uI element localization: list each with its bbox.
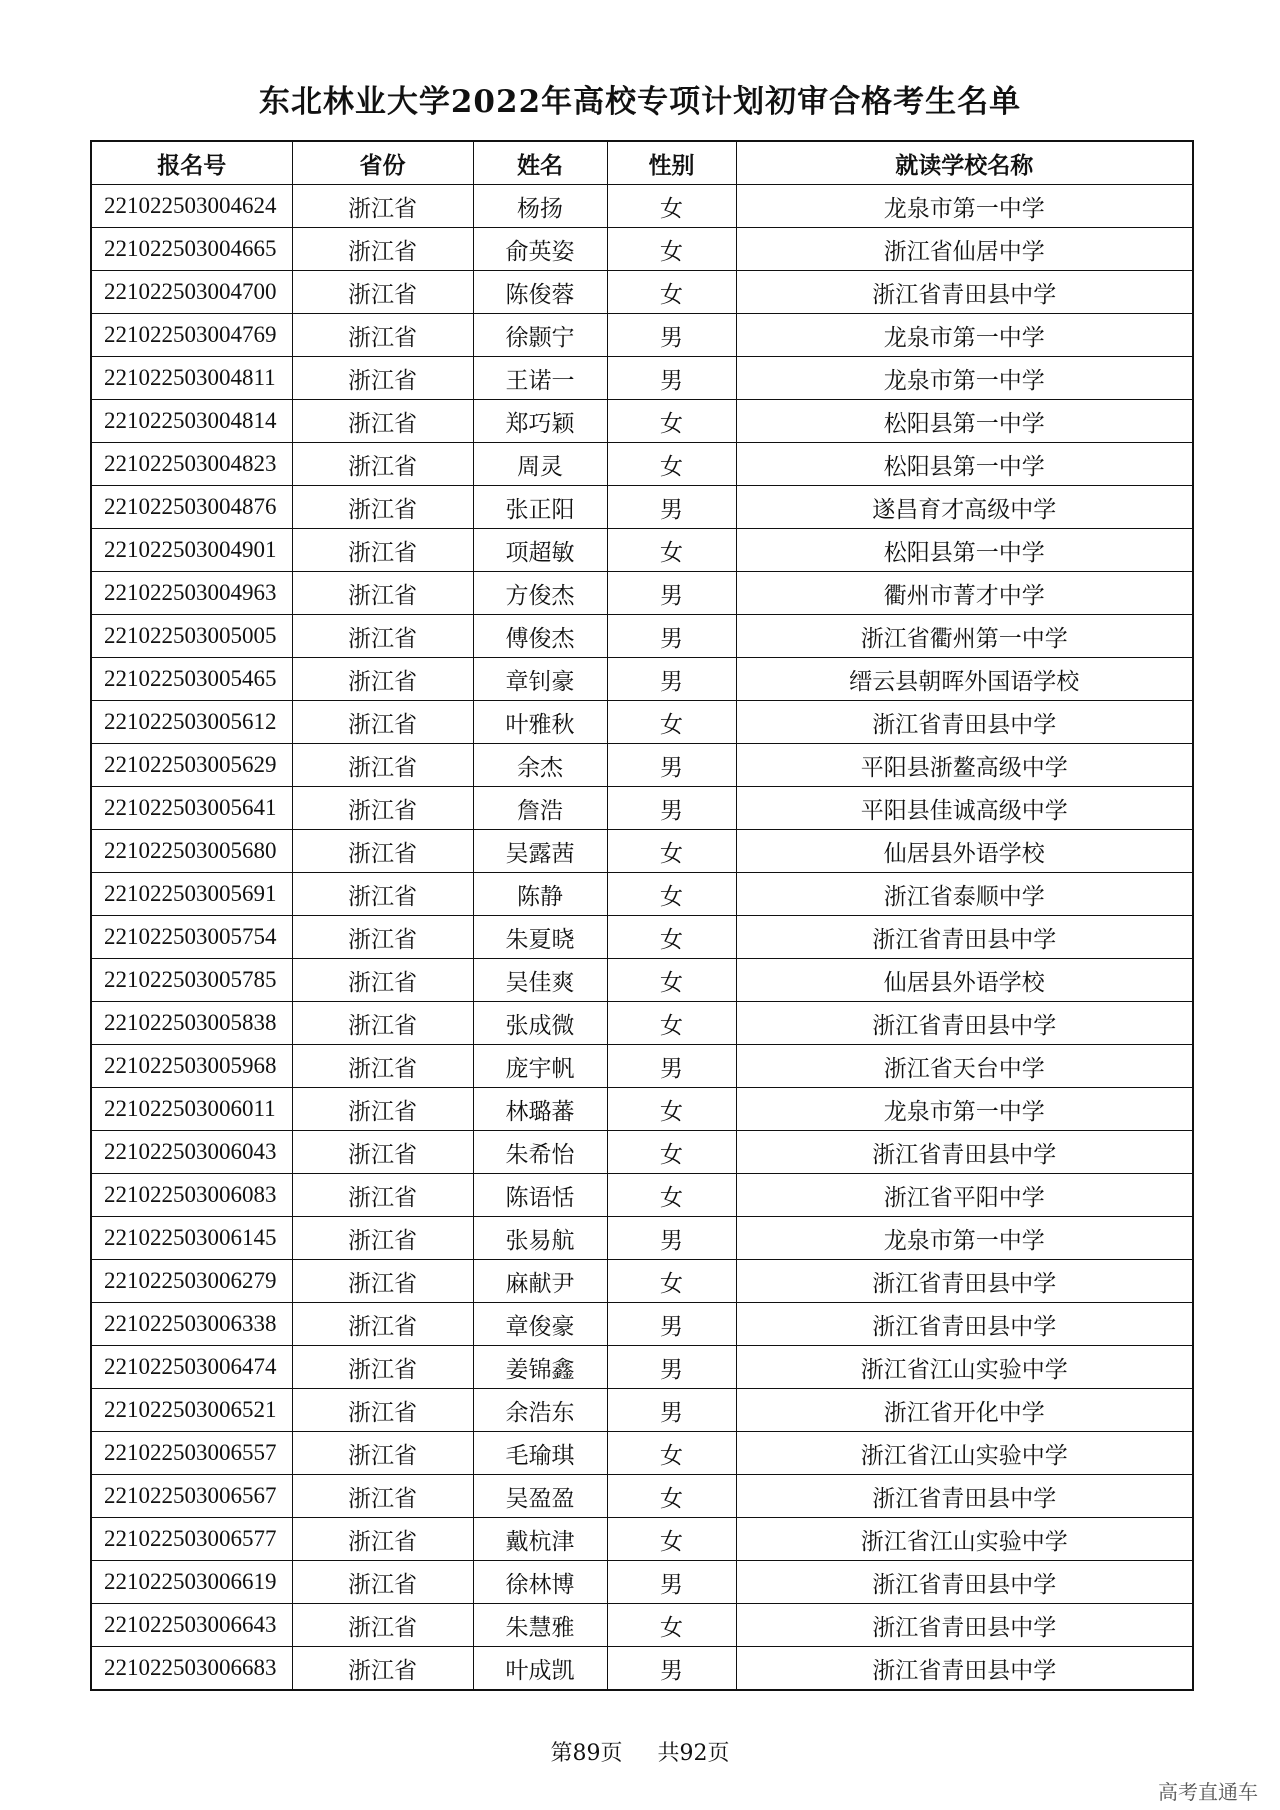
- table-row: [91, 1174, 1193, 1217]
- school-cell: 浙江省衢州第一中学: [736, 615, 1193, 658]
- watermark: 高考直通车: [1158, 1780, 1258, 1804]
- province-cell: 浙江省: [292, 787, 473, 830]
- registration-number-cell: 221022503006577: [91, 1518, 292, 1561]
- table-header-row: [91, 141, 1193, 185]
- registration-number-cell: 221022503005641: [91, 787, 292, 830]
- school-cell: 浙江省天台中学: [736, 1045, 1193, 1088]
- province-cell: 浙江省: [292, 185, 473, 228]
- gender-cell: 男: [607, 314, 736, 357]
- page-number: 第89页: [550, 1741, 623, 1766]
- province-cell: 浙江省: [292, 916, 473, 959]
- gender-cell: 男: [607, 1561, 736, 1604]
- gender-cell: 女: [607, 873, 736, 916]
- gender-cell: 女: [607, 185, 736, 228]
- name-cell: 麻献尹: [473, 1260, 607, 1303]
- name-cell: 庞宇帆: [473, 1045, 607, 1088]
- page-title: 东北林业大学2022年高校专项计划初审合格考生名单: [258, 84, 1022, 120]
- page-total: 共92页: [657, 1741, 730, 1766]
- table-row: [91, 1088, 1193, 1131]
- registration-number-cell: 221022503004665: [91, 228, 292, 271]
- registration-number-cell: 221022503004811: [91, 357, 292, 400]
- gender-cell: 女: [607, 830, 736, 873]
- gender-cell: 男: [607, 744, 736, 787]
- name-cell: 余浩东: [473, 1389, 607, 1432]
- table-row: [91, 572, 1193, 615]
- province-cell: 浙江省: [292, 443, 473, 486]
- school-cell: 松阳县第一中学: [736, 529, 1193, 572]
- gender-cell: 女: [607, 1131, 736, 1174]
- school-cell: 浙江省江山实验中学: [736, 1432, 1193, 1475]
- name-cell: 项超敏: [473, 529, 607, 572]
- province-cell: 浙江省: [292, 572, 473, 615]
- header-registration-number: 报名号: [91, 141, 292, 185]
- name-cell: 朱希怡: [473, 1131, 607, 1174]
- table-row: [91, 1346, 1193, 1389]
- province-cell: 浙江省: [292, 744, 473, 787]
- gender-cell: 男: [607, 615, 736, 658]
- gender-cell: 男: [607, 486, 736, 529]
- registration-number-cell: 221022503006567: [91, 1475, 292, 1518]
- table-row: [91, 1217, 1193, 1260]
- table-row: [91, 1475, 1193, 1518]
- school-cell: 松阳县第一中学: [736, 400, 1193, 443]
- gender-cell: 女: [607, 701, 736, 744]
- table-row: [91, 1002, 1193, 1045]
- gender-cell: 女: [607, 1260, 736, 1303]
- province-cell: 浙江省: [292, 701, 473, 744]
- province-cell: 浙江省: [292, 1346, 473, 1389]
- name-cell: 姜锦鑫: [473, 1346, 607, 1389]
- table-row: [91, 1260, 1193, 1303]
- name-cell: 张正阳: [473, 486, 607, 529]
- gender-cell: 男: [607, 658, 736, 701]
- table-row: [91, 1045, 1193, 1088]
- registration-number-cell: 221022503006521: [91, 1389, 292, 1432]
- name-cell: 陈静: [473, 873, 607, 916]
- name-cell: 叶成凯: [473, 1647, 607, 1691]
- gender-cell: 男: [607, 787, 736, 830]
- name-cell: 王诺一: [473, 357, 607, 400]
- gender-cell: 女: [607, 959, 736, 1002]
- name-cell: 戴杭津: [473, 1518, 607, 1561]
- registration-number-cell: 221022503004769: [91, 314, 292, 357]
- school-cell: 龙泉市第一中学: [736, 1088, 1193, 1131]
- registration-number-cell: 221022503005691: [91, 873, 292, 916]
- school-cell: 浙江省开化中学: [736, 1389, 1193, 1432]
- table-row: [91, 1303, 1193, 1346]
- school-cell: 浙江省江山实验中学: [736, 1518, 1193, 1561]
- registration-number-cell: 221022503005785: [91, 959, 292, 1002]
- gender-cell: 男: [607, 572, 736, 615]
- table-row: [91, 228, 1193, 271]
- header-province: 省份: [292, 141, 473, 185]
- school-cell: 浙江省平阳中学: [736, 1174, 1193, 1217]
- table-row: [91, 658, 1193, 701]
- province-cell: 浙江省: [292, 1002, 473, 1045]
- province-cell: 浙江省: [292, 1045, 473, 1088]
- name-cell: 章钊豪: [473, 658, 607, 701]
- candidate-table: [90, 140, 1194, 1691]
- gender-cell: 女: [607, 1088, 736, 1131]
- name-cell: 傅俊杰: [473, 615, 607, 658]
- province-cell: 浙江省: [292, 529, 473, 572]
- school-cell: 浙江省青田县中学: [736, 1303, 1193, 1346]
- province-cell: 浙江省: [292, 1217, 473, 1260]
- school-cell: 浙江省青田县中学: [736, 1561, 1193, 1604]
- school-cell: 龙泉市第一中学: [736, 185, 1193, 228]
- registration-number-cell: 221022503005754: [91, 916, 292, 959]
- name-cell: 吴佳爽: [473, 959, 607, 1002]
- registration-number-cell: 221022503005968: [91, 1045, 292, 1088]
- school-cell: 龙泉市第一中学: [736, 1217, 1193, 1260]
- province-cell: 浙江省: [292, 1561, 473, 1604]
- table-row: [91, 357, 1193, 400]
- name-cell: 周灵: [473, 443, 607, 486]
- name-cell: 杨扬: [473, 185, 607, 228]
- name-cell: 林璐蕃: [473, 1088, 607, 1131]
- school-cell: 浙江省青田县中学: [736, 1260, 1193, 1303]
- table-row: [91, 1604, 1193, 1647]
- school-cell: 缙云县朝晖外国语学校: [736, 658, 1193, 701]
- name-cell: 朱夏晓: [473, 916, 607, 959]
- name-cell: 方俊杰: [473, 572, 607, 615]
- school-cell: 松阳县第一中学: [736, 443, 1193, 486]
- province-cell: 浙江省: [292, 658, 473, 701]
- gender-cell: 男: [607, 1303, 736, 1346]
- school-cell: 仙居县外语学校: [736, 959, 1193, 1002]
- name-cell: 陈语恬: [473, 1174, 607, 1217]
- gender-cell: 女: [607, 228, 736, 271]
- gender-cell: 男: [607, 1217, 736, 1260]
- province-cell: 浙江省: [292, 1389, 473, 1432]
- registration-number-cell: 221022503006338: [91, 1303, 292, 1346]
- registration-number-cell: 221022503005838: [91, 1002, 292, 1045]
- name-cell: 吴露茜: [473, 830, 607, 873]
- gender-cell: 女: [607, 1432, 736, 1475]
- registration-number-cell: 221022503005465: [91, 658, 292, 701]
- name-cell: 詹浩: [473, 787, 607, 830]
- gender-cell: 女: [607, 443, 736, 486]
- gender-cell: 女: [607, 916, 736, 959]
- school-cell: 浙江省青田县中学: [736, 271, 1193, 314]
- school-cell: 浙江省江山实验中学: [736, 1346, 1193, 1389]
- province-cell: 浙江省: [292, 959, 473, 1002]
- name-cell: 叶雅秋: [473, 701, 607, 744]
- gender-cell: 女: [607, 1604, 736, 1647]
- gender-cell: 男: [607, 1346, 736, 1389]
- gender-cell: 男: [607, 1045, 736, 1088]
- table-row: [91, 443, 1193, 486]
- school-cell: 浙江省仙居中学: [736, 228, 1193, 271]
- header-gender: 性别: [607, 141, 736, 185]
- province-cell: 浙江省: [292, 1260, 473, 1303]
- province-cell: 浙江省: [292, 1647, 473, 1691]
- province-cell: 浙江省: [292, 1518, 473, 1561]
- candidate-table-container: [90, 140, 1192, 1691]
- school-cell: 浙江省青田县中学: [736, 1647, 1193, 1691]
- registration-number-cell: 221022503006145: [91, 1217, 292, 1260]
- table-row: [91, 486, 1193, 529]
- province-cell: 浙江省: [292, 271, 473, 314]
- name-cell: 陈俊蓉: [473, 271, 607, 314]
- school-cell: 龙泉市第一中学: [736, 357, 1193, 400]
- province-cell: 浙江省: [292, 314, 473, 357]
- province-cell: 浙江省: [292, 357, 473, 400]
- table-row: [91, 400, 1193, 443]
- registration-number-cell: 221022503004624: [91, 185, 292, 228]
- school-cell: 浙江省泰顺中学: [736, 873, 1193, 916]
- school-cell: 仙居县外语学校: [736, 830, 1193, 873]
- registration-number-cell: 221022503006557: [91, 1432, 292, 1475]
- school-cell: 衢州市菁才中学: [736, 572, 1193, 615]
- name-cell: 吴盈盈: [473, 1475, 607, 1518]
- school-cell: 浙江省青田县中学: [736, 1002, 1193, 1045]
- table-row: [91, 830, 1193, 873]
- header-school: 就读学校名称: [736, 141, 1193, 185]
- table-row: [91, 1561, 1193, 1604]
- name-cell: 张成微: [473, 1002, 607, 1045]
- table-row: [91, 916, 1193, 959]
- school-cell: 龙泉市第一中学: [736, 314, 1193, 357]
- name-cell: 张易航: [473, 1217, 607, 1260]
- school-cell: 浙江省青田县中学: [736, 1604, 1193, 1647]
- registration-number-cell: 221022503005629: [91, 744, 292, 787]
- registration-number-cell: 221022503005005: [91, 615, 292, 658]
- province-cell: 浙江省: [292, 830, 473, 873]
- registration-number-cell: 221022503006279: [91, 1260, 292, 1303]
- province-cell: 浙江省: [292, 615, 473, 658]
- name-cell: 徐林博: [473, 1561, 607, 1604]
- gender-cell: 女: [607, 1002, 736, 1045]
- table-row: [91, 615, 1193, 658]
- province-cell: 浙江省: [292, 400, 473, 443]
- name-cell: 郑巧颖: [473, 400, 607, 443]
- name-cell: 徐颢宁: [473, 314, 607, 357]
- gender-cell: 女: [607, 271, 736, 314]
- school-cell: 浙江省青田县中学: [736, 1475, 1193, 1518]
- province-cell: 浙江省: [292, 1604, 473, 1647]
- name-cell: 余杰: [473, 744, 607, 787]
- province-cell: 浙江省: [292, 1432, 473, 1475]
- table-row: [91, 873, 1193, 916]
- province-cell: 浙江省: [292, 1131, 473, 1174]
- table-row: [91, 271, 1193, 314]
- registration-number-cell: 221022503006619: [91, 1561, 292, 1604]
- name-cell: 章俊豪: [473, 1303, 607, 1346]
- registration-number-cell: 221022503004876: [91, 486, 292, 529]
- registration-number-cell: 221022503005680: [91, 830, 292, 873]
- province-cell: 浙江省: [292, 1088, 473, 1131]
- registration-number-cell: 221022503005612: [91, 701, 292, 744]
- registration-number-cell: 221022503006011: [91, 1088, 292, 1131]
- table-row: [91, 314, 1193, 357]
- province-cell: 浙江省: [292, 1475, 473, 1518]
- registration-number-cell: 221022503004901: [91, 529, 292, 572]
- table-row: [91, 185, 1193, 228]
- table-row: [91, 1389, 1193, 1432]
- table-row: [91, 959, 1193, 1002]
- table-row: [91, 1518, 1193, 1561]
- table-body: [91, 185, 1193, 1691]
- registration-number-cell: 221022503004963: [91, 572, 292, 615]
- table-row: [91, 529, 1193, 572]
- name-cell: 朱慧雅: [473, 1604, 607, 1647]
- registration-number-cell: 221022503006083: [91, 1174, 292, 1217]
- school-cell: 浙江省青田县中学: [736, 1131, 1193, 1174]
- registration-number-cell: 221022503006683: [91, 1647, 292, 1691]
- province-cell: 浙江省: [292, 1303, 473, 1346]
- table-row: [91, 1432, 1193, 1475]
- gender-cell: 女: [607, 529, 736, 572]
- province-cell: 浙江省: [292, 486, 473, 529]
- registration-number-cell: 221022503004814: [91, 400, 292, 443]
- gender-cell: 男: [607, 1647, 736, 1691]
- table-row: [91, 701, 1193, 744]
- school-cell: 遂昌育才高级中学: [736, 486, 1193, 529]
- registration-number-cell: 221022503004823: [91, 443, 292, 486]
- page-footer: [0, 1736, 1280, 1767]
- registration-number-cell: 221022503006474: [91, 1346, 292, 1389]
- school-cell: 浙江省青田县中学: [736, 916, 1193, 959]
- table-row: [91, 787, 1193, 830]
- table-row: [91, 1131, 1193, 1174]
- name-cell: 俞英姿: [473, 228, 607, 271]
- gender-cell: 女: [607, 400, 736, 443]
- name-cell: 毛瑜琪: [473, 1432, 607, 1475]
- school-cell: 浙江省青田县中学: [736, 701, 1193, 744]
- registration-number-cell: 221022503006643: [91, 1604, 292, 1647]
- gender-cell: 女: [607, 1518, 736, 1561]
- gender-cell: 女: [607, 1174, 736, 1217]
- province-cell: 浙江省: [292, 1174, 473, 1217]
- registration-number-cell: 221022503004700: [91, 271, 292, 314]
- gender-cell: 男: [607, 1389, 736, 1432]
- province-cell: 浙江省: [292, 873, 473, 916]
- gender-cell: 男: [607, 357, 736, 400]
- header-name: 姓名: [473, 141, 607, 185]
- registration-number-cell: 221022503006043: [91, 1131, 292, 1174]
- gender-cell: 女: [607, 1475, 736, 1518]
- province-cell: 浙江省: [292, 228, 473, 271]
- school-cell: 平阳县浙鳌高级中学: [736, 744, 1193, 787]
- school-cell: 平阳县佳诚高级中学: [736, 787, 1193, 830]
- table-row: [91, 744, 1193, 787]
- table-row: [91, 1647, 1193, 1691]
